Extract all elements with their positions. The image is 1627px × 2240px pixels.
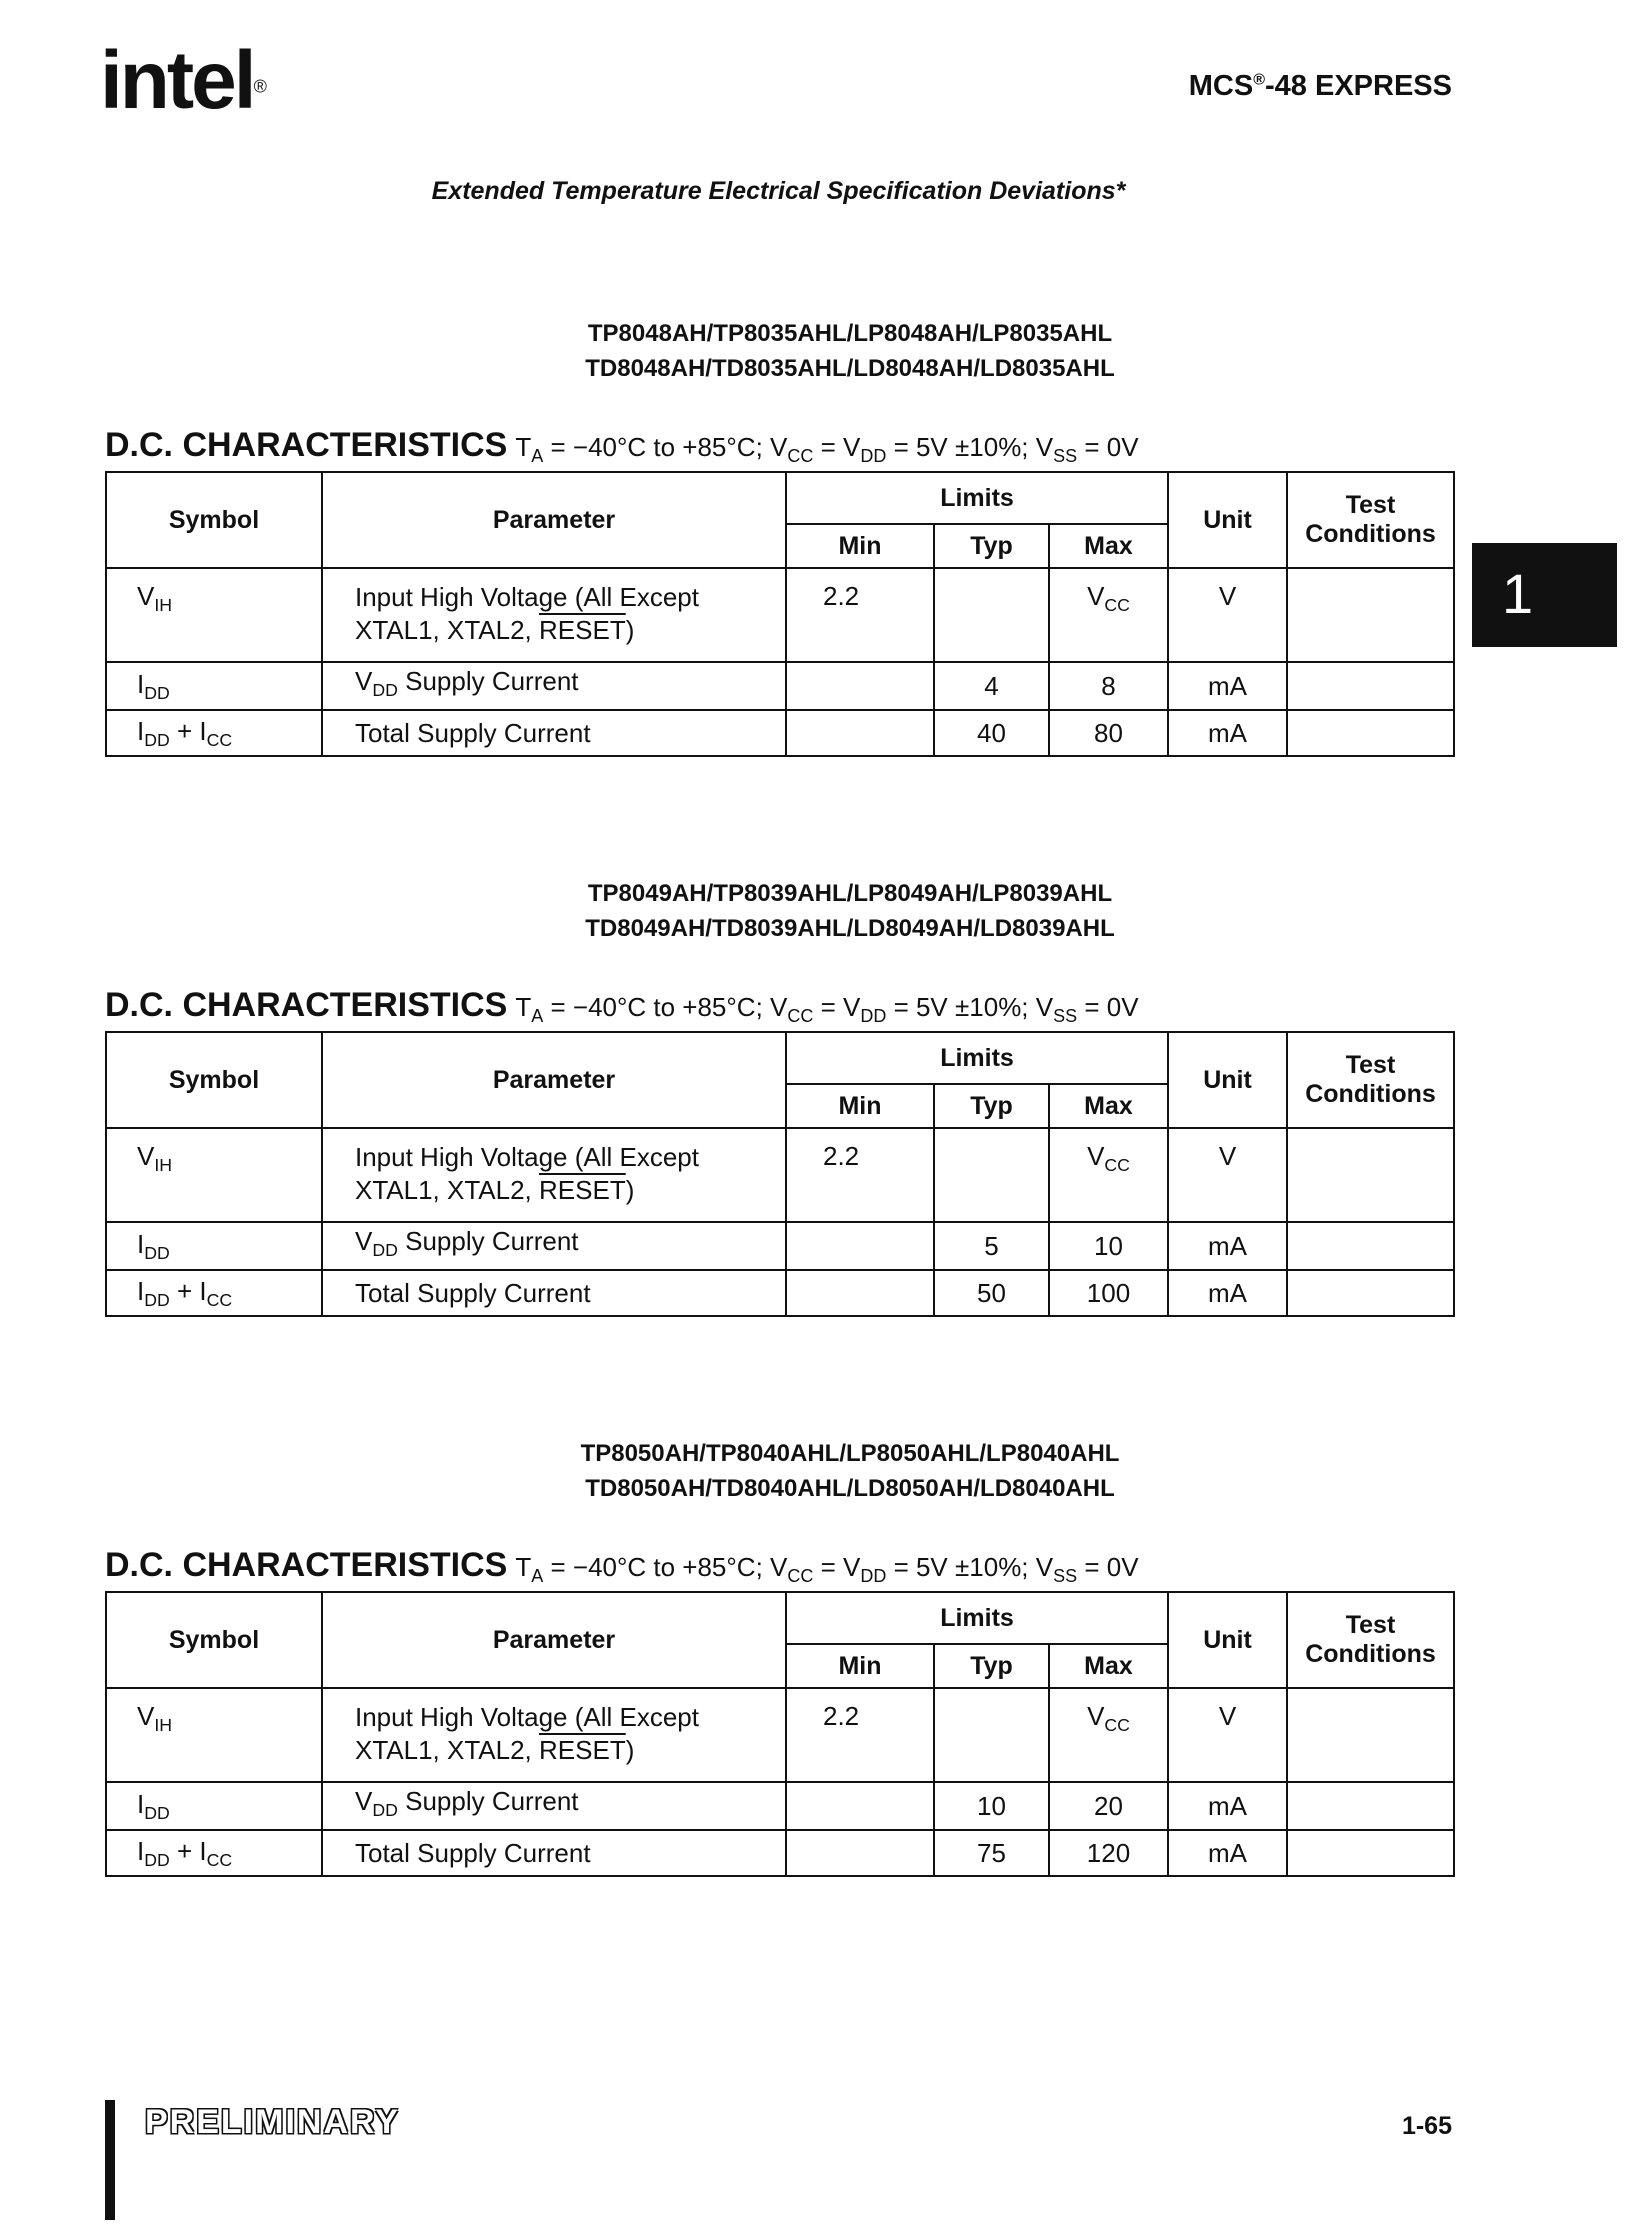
- table-row-idd: [106, 1222, 1454, 1270]
- spec-section-3: [105, 1436, 1455, 1877]
- dc-characteristics-title: D.C. CHARACTERISTICS $T_A = -40^\circ C$ to +85°C; $V_{CC} = V_{DD} = 5V \pm 10\%$; $V_{SS} = 0V$: [105, 426, 1139, 467]
- total-test-conditions: [1287, 710, 1454, 756]
- header-symbol: Symbol: [106, 472, 322, 568]
- idd-max: 20: [1049, 1782, 1168, 1830]
- preliminary-label: PRELIMINARY: [145, 2103, 400, 2141]
- page-subtitle: Extended Temperature Electrical Specification Deviations*: [431, 177, 1126, 205]
- header-unit: Unit: [1168, 472, 1287, 568]
- header-max: Max: [1049, 1644, 1168, 1688]
- symbol-idd: $I_{DD}$: [106, 1222, 322, 1270]
- vih-test-conditions: [1287, 1688, 1454, 1782]
- intel-logo: intel®: [100, 35, 267, 126]
- header-limits: Limits: [786, 472, 1168, 524]
- total-min: [786, 1830, 934, 1876]
- total-max: 120: [1049, 1830, 1168, 1876]
- header-test-conditions: Test Conditions: [1287, 1032, 1454, 1128]
- header-symbol: Symbol: [106, 1032, 322, 1128]
- symbol-vih: $V_{IH}$: [106, 1128, 322, 1222]
- table-row-idd: [106, 1782, 1454, 1830]
- symbol-idd-plus-icc: $I_{DD} + I_{CC}$: [106, 1830, 322, 1876]
- page-number: 1-65: [1401, 2112, 1452, 2140]
- dc-conditions: $T_A = -40^\circ C$ to +85°C; $V_{CC} = V_{DD} = 5V \pm 10\%$; $V_{SS} = 0V$: [515, 992, 1139, 1027]
- parameter-total: Total Supply Current: [322, 710, 786, 756]
- part-numbers-line-2: TD8050AH/TD8040AHL/LD8050AH/LD8040AHL: [585, 1475, 1115, 1502]
- header-typ: Typ: [934, 524, 1049, 568]
- part-numbers: [245, 1436, 1455, 1506]
- total-unit: mA: [1168, 1270, 1287, 1316]
- idd-unit: mA: [1168, 1782, 1287, 1830]
- table-row-vih: [106, 568, 1454, 662]
- idd-test-conditions: [1287, 1222, 1454, 1270]
- parameter-idd: $V_{DD}$ Supply Current: [322, 662, 786, 710]
- parameter-vih: Input High Voltage (All Except XTAL1, XTAL2, RESET): [322, 1128, 786, 1222]
- idd-typ: 5: [934, 1222, 1049, 1270]
- vih-unit: V: [1168, 568, 1287, 662]
- idd-unit: mA: [1168, 662, 1287, 710]
- total-typ: 50: [934, 1270, 1049, 1316]
- vih-typ: [934, 568, 1049, 662]
- header-symbol: Symbol: [106, 1592, 322, 1688]
- idd-min: [786, 1222, 934, 1270]
- header-unit: Unit: [1168, 1032, 1287, 1128]
- symbol-idd-plus-icc: $I_{DD} + I_{CC}$: [106, 710, 322, 756]
- symbol-idd: $I_{DD}$: [106, 662, 322, 710]
- part-numbers: [245, 316, 1455, 386]
- header-typ: Typ: [934, 1084, 1049, 1128]
- vih-typ: [934, 1128, 1049, 1222]
- part-numbers-line-2: TD8049AH/TD8039AHL/LD8049AH/LD8039AHL: [585, 915, 1115, 942]
- idd-test-conditions: [1287, 1782, 1454, 1830]
- vih-max: $V_{CC}$: [1049, 1128, 1168, 1222]
- idd-min: [786, 1782, 934, 1830]
- symbol-idd-plus-icc: $I_{DD} + I_{CC}$: [106, 1270, 322, 1316]
- total-max: 100: [1049, 1270, 1168, 1316]
- part-numbers-line-1: TP8049AH/TP8039AHL/LP8049AH/LP8039AHL: [587, 880, 1113, 907]
- vih-min: 2.2: [786, 1128, 934, 1222]
- table-row-total: [106, 1830, 1454, 1876]
- header-typ: Typ: [934, 1644, 1049, 1688]
- header-test-conditions: Test Conditions: [1287, 1592, 1454, 1688]
- parameter-vih: Input High Voltage (All Except XTAL1, XTAL2, RESET): [322, 568, 786, 662]
- header-parameter: Parameter: [322, 472, 786, 568]
- idd-unit: mA: [1168, 1222, 1287, 1270]
- part-numbers: [245, 876, 1455, 946]
- vih-test-conditions: [1287, 1128, 1454, 1222]
- table-row-idd: [106, 662, 1454, 710]
- vih-max: $V_{CC}$: [1049, 568, 1168, 662]
- header-test-conditions: Test Conditions: [1287, 472, 1454, 568]
- total-test-conditions: [1287, 1270, 1454, 1316]
- idd-typ: 4: [934, 662, 1049, 710]
- header-parameter: Parameter: [322, 1592, 786, 1688]
- spec-section-1: [105, 316, 1455, 757]
- dc-characteristics-table: [105, 471, 1455, 757]
- symbol-idd: $I_{DD}$: [106, 1782, 322, 1830]
- vih-test-conditions: [1287, 568, 1454, 662]
- total-test-conditions: [1287, 1830, 1454, 1876]
- idd-min: [786, 662, 934, 710]
- doc-title: MCS®-48 EXPRESS: [1188, 70, 1452, 102]
- parameter-vih: Input High Voltage (All Except XTAL1, XTAL2, RESET): [322, 1688, 786, 1782]
- header-limits: Limits: [786, 1592, 1168, 1644]
- dc-conditions: $T_A = -40^\circ C$ to +85°C; $V_{CC} = V_{DD} = 5V \pm 10\%$; $V_{SS} = 0V$: [515, 432, 1139, 467]
- vih-typ: [934, 1688, 1049, 1782]
- header-min: Min: [786, 1084, 934, 1128]
- total-min: [786, 710, 934, 756]
- total-typ: 75: [934, 1830, 1049, 1876]
- total-typ: 40: [934, 710, 1049, 756]
- idd-max: 10: [1049, 1222, 1168, 1270]
- spec-section-2: [105, 876, 1455, 1317]
- header-parameter: Parameter: [322, 1032, 786, 1128]
- header-min: Min: [786, 1644, 934, 1688]
- table-row-vih: [106, 1688, 1454, 1782]
- dc-characteristics-table: [105, 1591, 1455, 1877]
- vih-max: $V_{CC}$: [1049, 1688, 1168, 1782]
- idd-test-conditions: [1287, 662, 1454, 710]
- header-unit: Unit: [1168, 1592, 1287, 1688]
- parameter-total: Total Supply Current: [322, 1270, 786, 1316]
- parameter-idd: $V_{DD}$ Supply Current: [322, 1782, 786, 1830]
- dc-conditions: $T_A = -40^\circ C$ to +85°C; $V_{CC} = V_{DD} = 5V \pm 10\%$; $V_{SS} = 0V$: [515, 1552, 1139, 1587]
- vih-min: 2.2: [786, 568, 934, 662]
- header-max: Max: [1049, 1084, 1168, 1128]
- revision-bar: [105, 2100, 115, 2220]
- header-max: Max: [1049, 524, 1168, 568]
- parameter-total: Total Supply Current: [322, 1830, 786, 1876]
- total-min: [786, 1270, 934, 1316]
- header-limits: Limits: [786, 1032, 1168, 1084]
- idd-max: 8: [1049, 662, 1168, 710]
- vih-unit: V: [1168, 1688, 1287, 1782]
- dc-characteristics-title: D.C. CHARACTERISTICS $T_A = -40^\circ C$ to +85°C; $V_{CC} = V_{DD} = 5V \pm 10\%$; $V_{SS} = 0V$: [105, 1546, 1139, 1587]
- symbol-vih: $V_{IH}$: [106, 568, 322, 662]
- table-row-vih: [106, 1128, 1454, 1222]
- part-numbers-line-2: TD8048AH/TD8035AHL/LD8048AH/LD8035AHL: [585, 355, 1115, 382]
- header-min: Min: [786, 524, 934, 568]
- total-unit: mA: [1168, 710, 1287, 756]
- total-unit: mA: [1168, 1830, 1287, 1876]
- parameter-idd: $V_{DD}$ Supply Current: [322, 1222, 786, 1270]
- symbol-vih: $V_{IH}$: [106, 1688, 322, 1782]
- part-numbers-line-1: TP8048AH/TP8035AHL/LP8048AH/LP8035AHL: [587, 320, 1113, 347]
- section-tab-marker: 1: [1472, 543, 1617, 647]
- vih-min: 2.2: [786, 1688, 934, 1782]
- part-numbers-line-1: TP8050AH/TP8040AHL/LP8050AHL/LP8040AHL: [580, 1440, 1120, 1467]
- table-row-total: [106, 710, 1454, 756]
- idd-typ: 10: [934, 1782, 1049, 1830]
- dc-characteristics-table: [105, 1031, 1455, 1317]
- dc-characteristics-title: D.C. CHARACTERISTICS $T_A = -40^\circ C$ to +85°C; $V_{CC} = V_{DD} = 5V \pm 10\%$; $V_{SS} = 0V$: [105, 986, 1139, 1027]
- total-max: 80: [1049, 710, 1168, 756]
- table-row-total: [106, 1270, 1454, 1316]
- vih-unit: V: [1168, 1128, 1287, 1222]
